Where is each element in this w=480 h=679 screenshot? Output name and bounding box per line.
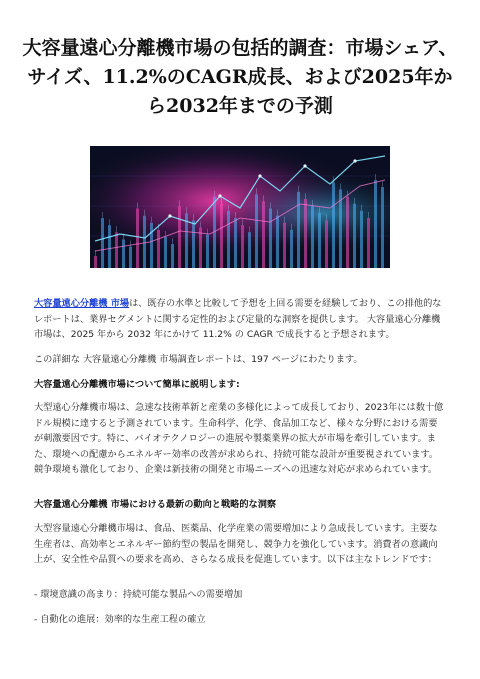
trend-item-2: - 自動化の進展：効率的な生産工程の確立	[34, 614, 206, 625]
intro-text: は、既存の水準と比較して予想を上回る需要を経験しており、この排他的なレポートは、業界セグメントに関する定性的および定量的な洞察を提供します。 大容量遠心分離機 市場は、2025 年から 2032 年にかけて 11.2% の CAGR で成長すると予想されます。	[34, 298, 442, 340]
section2-body: 大型容量遠心分離機市場は、食品、医薬品、化学産業の需要増加により急成長しています。主要な生産者は、高効率とエネルギー節約型の製品を開発し、競争力を強化しています。消費者の意識向上が、安全性や品質への要求を高め、さらなる成長を促進しています。以下は主なトレンドです：	[34, 523, 438, 565]
section1-heading: 大容量遠心分離機市場について簡単に説明します:	[34, 379, 240, 390]
trend-item-1: - 環境意識の高まり：持続可能な製品への需要増加	[34, 589, 243, 600]
pages-line: この詳細な 大容量遠心分離機 市場調査レポートは、197 ページにわたります。	[34, 354, 363, 365]
section1-body: 大型遠心分離機市場は、急速な技術革新と産業の多様化によって成長しており、2023年には数十億ドル規模に達すると予測されています。生命科学、化学、食品加工など、様々な分野における需要が刺激要因です。特に、バイオテクノロジーの進展や製薬業界の拡大が市場を牽引しています。また、環境への配慮からエネルギー効率の改善が求められ、持続可能な設計が重要視されています。競争環境も激化しており、企業は新技術の開発と市場ニーズへの迅速な対応が求められています。	[34, 402, 444, 475]
market-link[interactable]: 大容量遠心分離機 市場	[34, 298, 130, 309]
section2-heading: 大容量遠心分離機 市場における最新の動向と戦略的な洞察	[34, 499, 277, 510]
intro-paragraph	[34, 296, 446, 343]
document-title: 大容量遠心分離機市場の包括的調査：市場シェア、サイズ、11.2%のCAGR成長、および2025年から2032年までの予測	[22, 37, 458, 117]
hero-image	[90, 146, 390, 268]
financial-chart-illustration	[90, 146, 390, 268]
